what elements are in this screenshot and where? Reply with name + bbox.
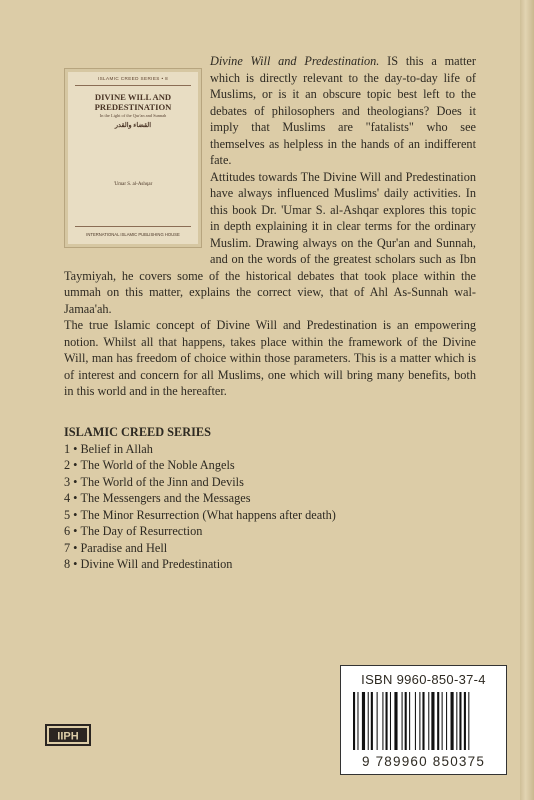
blurb-p1-text: IS this a matter which is directly relevant to the day-to-day life of Muslims, or is it an obscure topic best left to the debates of philosophers and theologians? Does it imply that Muslims are "fatalists" who see themselves as helpless in the hands of an indifferent fate. <box>210 54 476 167</box>
series-item-title: Divine Will and Predestination <box>80 557 233 571</box>
series-item-number: 3 <box>64 474 71 489</box>
thumb-arabic-title: القضاء والقدر <box>114 122 152 129</box>
series-bullet: • <box>73 507 78 522</box>
series-item-title: The Minor Resurrection (What happens after death) <box>80 507 336 522</box>
back-cover-blurb <box>64 53 476 400</box>
series-bullet: • <box>73 524 78 538</box>
series-bullet: • <box>73 458 78 472</box>
series-item <box>64 507 464 524</box>
series-item-title: The Day of Resurrection <box>80 524 203 538</box>
barcode-icon <box>353 692 494 750</box>
series-item <box>64 490 464 507</box>
series-heading: ISLAMIC CREED SERIES <box>64 425 211 439</box>
series-bullet: • <box>73 540 78 555</box>
series-item-title: Belief in Allah <box>80 441 153 456</box>
series-item <box>64 556 464 573</box>
thumbnail-float-spacer <box>64 53 210 253</box>
series-item-title: Paradise and Hell <box>80 540 168 555</box>
series-list <box>64 424 464 573</box>
thumb-title: DIVINE WILL AND PREDESTINATION <box>94 92 172 112</box>
barcode-digits: 9 789960 850375 <box>361 754 486 769</box>
series-item-number: 8 <box>64 557 71 571</box>
spine-edge <box>520 0 534 800</box>
series-item-number: 4 <box>64 491 71 505</box>
thumb-subtitle: In the Light of the Qur'an and Sunnah <box>99 113 167 118</box>
series-item <box>64 474 464 491</box>
series-item-number: 7 <box>64 540 71 555</box>
series-bullet: • <box>73 441 78 456</box>
series-item-title: The World of the Noble Angels <box>80 458 235 472</box>
series-bullet: • <box>73 491 78 505</box>
series-bullet: • <box>73 474 78 489</box>
series-item <box>64 457 464 474</box>
blurb-paragraph-3: The true Islamic concept of Divine Will and Predestination is an empowering notion. Whilst all that happens, takes place within the framework of the Divine Will, man has freedom of choice within those parameters. This is a matter which is of interest and concern for all Muslims, one which will bring many benefits, both in this world and in the hereafter. <box>64 318 476 398</box>
thumb-series-label: ISLAMIC CREED SERIES • 8 <box>97 76 169 81</box>
barcode-box <box>340 665 507 775</box>
series-item <box>64 523 464 540</box>
series-item-number: 2 <box>64 458 71 472</box>
series-item <box>64 441 464 458</box>
thumb-publisher: INTERNATIONAL ISLAMIC PUBLISHING HOUSE <box>86 232 180 237</box>
series-item-title: The Messengers and the Messages <box>80 491 251 505</box>
thumb-author: 'Umar S. al-Ashqar <box>113 182 153 187</box>
blurb-paragraph-2: Attitudes towards The Divine Will and Predestination have always influenced Muslims' daily activities. In this book Dr. 'Umar S. al-Ashqar explores this topic in depth explaining it in clear terms for the ordinary Muslim. Drawing always on the Qur'an and Sunnah, and on the words of the greatest scholars such as Ibn Taymiyah, he covers some of the historical debates that took place within the ummah on this matter, explains the correct view, that of Ahl As-Sunnah wal-Jamaa'ah. <box>64 169 476 316</box>
series-item-number: 5 <box>64 507 71 522</box>
series-item <box>64 540 464 557</box>
series-bullet: • <box>73 557 78 571</box>
series-item-title: The World of the Jinn and Devils <box>80 474 244 489</box>
blurb-intro-title: Divine Will and Predestination. <box>210 54 380 68</box>
series-items <box>64 441 464 573</box>
iiph-logo-icon <box>45 724 91 746</box>
series-item-number: 6 <box>64 524 71 538</box>
isbn-label: ISBN 9960-850-37-4 <box>361 672 486 687</box>
series-item-number: 1 <box>64 441 71 456</box>
logo-text: IIPH <box>57 730 79 743</box>
